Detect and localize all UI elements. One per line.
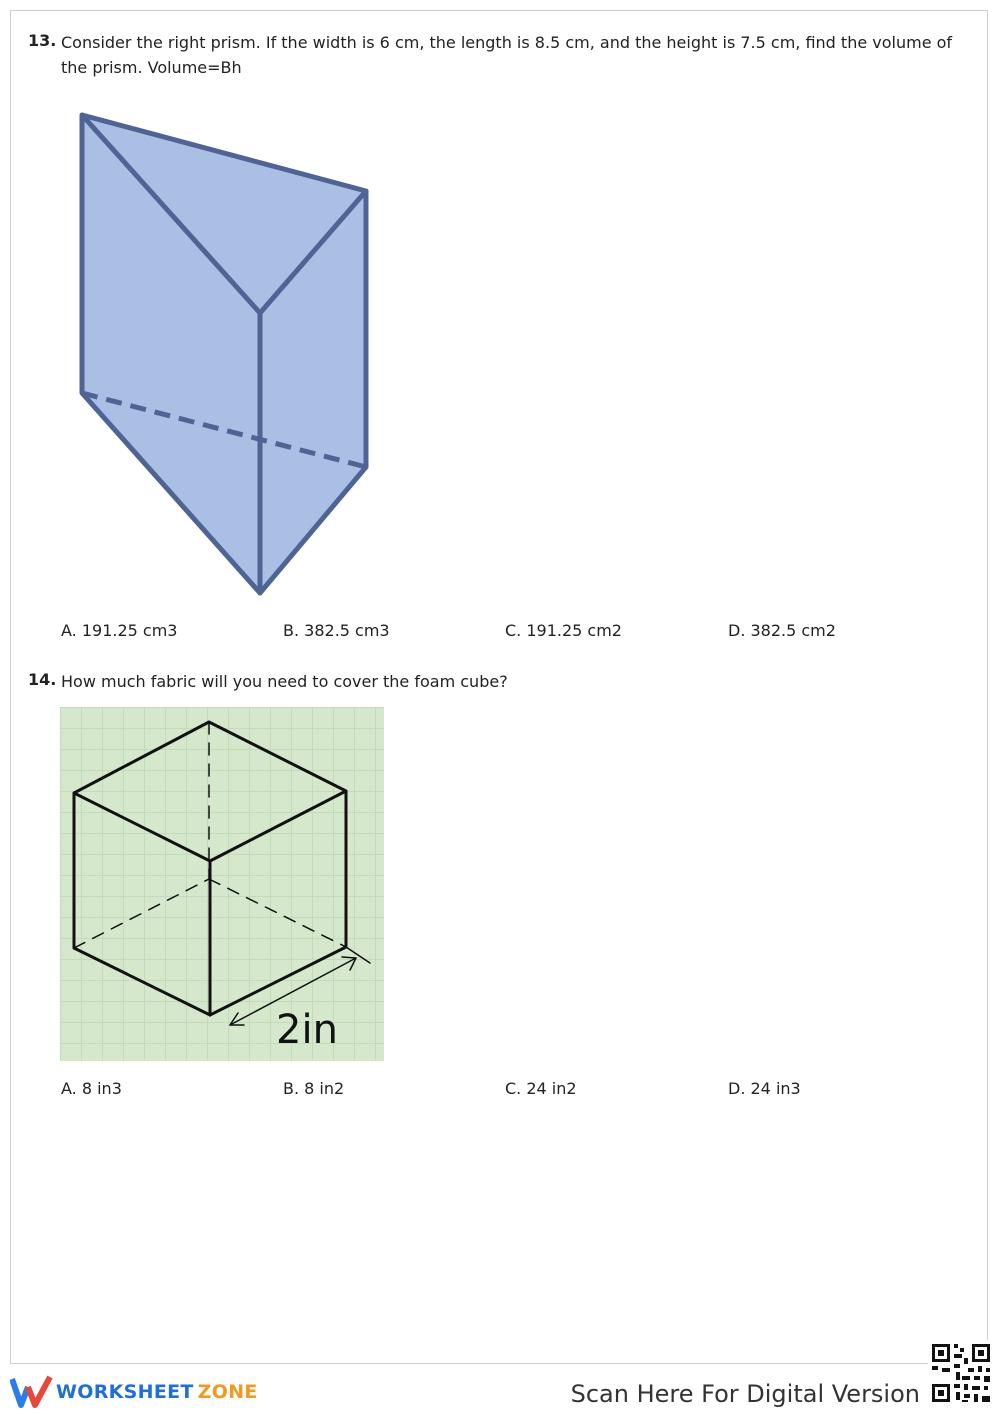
q14-choice-c[interactable]: C. 24 in2: [505, 1079, 577, 1098]
q13-choice-a[interactable]: A. 191.25 cm3: [61, 621, 178, 640]
cube-on-grid-figure: [60, 707, 384, 1061]
q14-choice-d[interactable]: D. 24 in3: [728, 1079, 801, 1098]
cube-side-label: 2in: [276, 1007, 338, 1053]
worksheetzone-logo[interactable]: [10, 1374, 258, 1410]
question-14-text: How much fabric will you need to cover the foam cube?: [61, 672, 508, 691]
q14-choice-a[interactable]: A. 8 in3: [61, 1079, 122, 1098]
q13-choice-d[interactable]: D. 382.5 cm2: [728, 621, 836, 640]
q13-choice-b[interactable]: B. 382.5 cm3: [283, 621, 390, 640]
qr-code-icon[interactable]: [928, 1340, 994, 1406]
question-13-number: 13.: [28, 31, 57, 50]
logo-text-zone: ZONE: [197, 1381, 258, 1403]
triangular-prism-figure: [60, 95, 385, 605]
q14-choice-b[interactable]: B. 8 in2: [283, 1079, 345, 1098]
question-14-number: 14.: [28, 670, 57, 689]
q13-choice-c[interactable]: C. 191.25 cm2: [505, 621, 622, 640]
logo-w-icon: [10, 1375, 54, 1409]
prism-body: [82, 115, 366, 593]
scan-here-text: Scan Here For Digital Version: [570, 1380, 920, 1408]
logo-text-worksheet: WORKSHEET: [56, 1381, 194, 1403]
question-13-text-line2: the prism. Volume=Bh: [61, 58, 242, 77]
question-13-text: [61, 30, 961, 80]
question-13-text-line1: Consider the right prism. If the width is 6 cm, the length is 8.5 cm, and the height is 7.5 cm, find the volume of: [61, 33, 953, 52]
